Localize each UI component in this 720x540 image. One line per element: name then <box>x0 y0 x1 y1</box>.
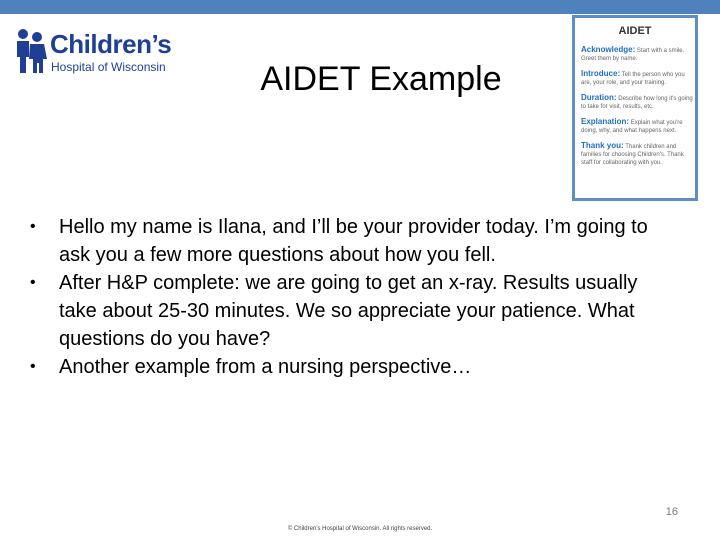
aidet-card-title: AIDET <box>618 25 652 37</box>
slide-number: 16 <box>665 506 678 518</box>
childrens-hospital-logo <box>14 27 174 77</box>
bullet-text: After H&P complete: we are going to get an x-ray. Results usually take about 25-30 minutes. We so appreciate your patience. What questions do you have? <box>59 272 638 350</box>
aidet-card-list <box>581 46 693 174</box>
bullet-item <box>30 353 680 381</box>
bullet-text: Another example from a nursing perspective… <box>59 356 472 378</box>
aidet-term: Introduce: <box>581 69 621 78</box>
aidet-description: Tell the person who you are, your role, and your training. <box>581 72 685 86</box>
bullet-item <box>30 213 680 269</box>
aidet-term: Thank you: <box>581 141 624 150</box>
aidet-term: Duration: <box>581 93 617 102</box>
bullet-item <box>30 269 680 353</box>
aidet-item-explanation <box>581 118 693 135</box>
bullet-text: Hello my name is Ilana, and I’ll be your provider today. I’m going to ask you a few more questions about how you fell. <box>59 216 648 266</box>
bullet-icon: • <box>30 274 36 291</box>
aidet-item-duration <box>581 94 693 111</box>
aidet-item-thank-you <box>581 142 693 167</box>
copyright-footer: © Children’s Hospital of Wisconsin. All rights reserved. <box>287 526 433 532</box>
aidet-term: Acknowledge: <box>581 45 636 54</box>
logo-name: Children’s <box>50 29 172 59</box>
aidet-description: Start with a smile. Greet them by name. <box>581 48 685 62</box>
bullet-icon: • <box>30 218 36 235</box>
slide-title: AIDET Example <box>260 60 502 98</box>
children-figures-icon <box>14 27 50 75</box>
aidet-item-introduce <box>581 70 693 87</box>
top-accent-bar <box>0 0 720 14</box>
aidet-item-acknowledge <box>581 46 693 63</box>
bullet-list <box>30 213 680 381</box>
logo-subtitle: Hospital of Wisconsin <box>51 60 166 74</box>
aidet-description: Thank children and families for choosing Children's. Thank staff for collaborating with you. <box>581 144 684 166</box>
aidet-description: Explain what you're doing, why, and what happens next. <box>581 120 683 134</box>
aidet-term: Explanation: <box>581 117 630 126</box>
aidet-reference-card <box>572 15 698 201</box>
bullet-icon: • <box>30 358 36 375</box>
aidet-description: Describe how long it's going to take for visit, results, etc. <box>581 96 693 110</box>
